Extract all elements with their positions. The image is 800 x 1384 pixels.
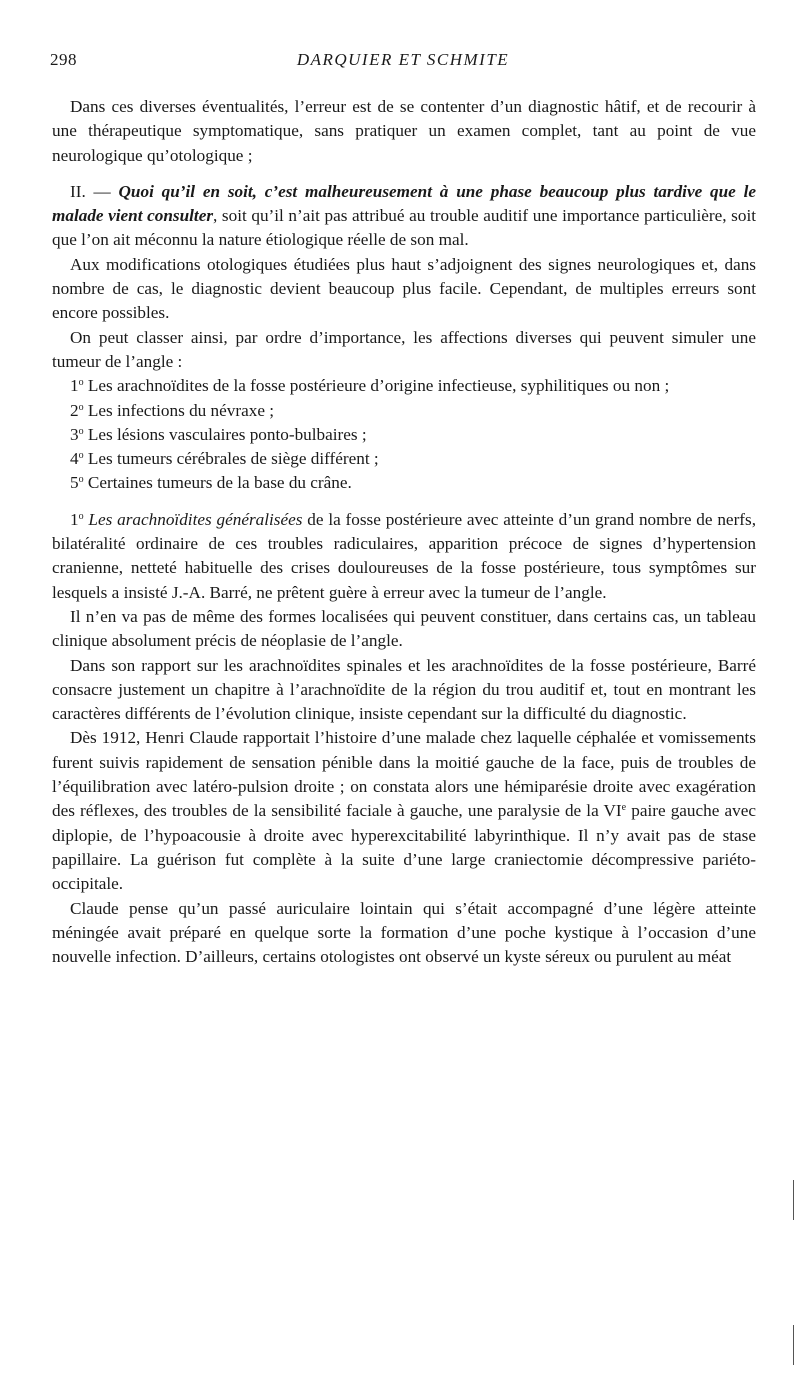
paragraph-localized-forms: Il n’en va pas de même des formes localisées qui peuvent constituer, dans certains cas, un tableau clinique absolument précis de néoplasie de l’angle. [52,606,756,651]
paragraph-claude-case: Dès 1912, Henri Claude rapportait l’histoire d’une malade chez laquelle céphalée et vomissements furent suivis rapidement de sensation pénible dans la moitié gauche de la face, puis de troubles de l’équilibration avec latéro-pulsion droite ; on constata alors une hémiparésie droite avec exagération des réflexes, des troubles de la sensibilité faciale à gauche, une paralysie de la VIe paire gauche avec diplopie, de l’hypoacousie à droite avec hyperexcitabilité labyrinthique. Il n’y avait pas de stase papillaire. La guérison fut complète à la suite d’une large craniectomie décompressive pariéto-occipitale. [52,728,756,894]
paragraph-otologic: Aux modifications otologiques étudiées plus haut s’adjoignent des signes neurologiques et, dans nombre de cas, le diagnostic devient beaucoup plus facile. Cependant, de multiples erreurs sont encore possibles. [52,254,756,323]
page-number: 298 [50,50,77,69]
list-item: 2$^o$ Les infections du névraxe ; [70,400,275,420]
spacer [52,168,756,180]
list-item: 4$^o$ Les tumeurs cérébrales de siège différent ; [70,449,379,469]
term-italic: Les arachnoïdites généralisées [83,509,303,529]
body-text [52,95,756,969]
scan-edge-mark [793,1180,794,1220]
paragraph-intro: Dans ces diverses éventualités, l’erreur est de se contenter d’un diagnostic hâtif, et de recourir à une thérapeutique symptomatique, sans pratiquer un examen complet, tant au point de vue neurologique qu’otologique ; [52,97,756,165]
section-ii-rest: , soit qu’il n’ait pas attribué au trouble auditif une importance particulière, soit que l’on ait méconnu la nature étiologique réelle de son mal. [52,206,756,250]
scan-edge-mark [793,1325,794,1365]
paragraph-claude-hypothesis: Claude pense qu’un passé auriculaire lointain qui s’était accompagné d’une légère atteinte méningée avait préparé en quelque sorte la formation d’une poche kystique à l’occasion d’une nouvelle infection. D’ailleurs, certains otologistes ont observé un kyste séreux ou purulent au méat [52,898,756,967]
spacer [52,496,756,508]
paragraph-barre-report: Dans son rapport sur les arachnoïdites spinales et les arachnoïdites de la fosse postérieure, Barré consacre justement un chapitre à l’arachnoïdite de la région du trou auditif et, tout en montrant les caractères différents de l’évolution clinique, insiste cependant sur la difficulté du diagnostic. [52,655,756,724]
running-head [50,50,756,74]
section-ii-emphasis: Quoi qu’il en soit, c’est malheureusement à une phase beaucoup plus tardive que le malade vient consulter [52,181,756,226]
paragraph-arachnoiditis-generalized: 1$^o$ Les arachnoïdites généralisées de la fosse postérieure avec atteinte d’un grand nombre de nerfs, bilatéralité ordinaire de ces troubles radiculaires, apparition précoce de signes d’hypertension cranienne, netteté habituelle des crises douloureuses de la fosse postérieure, tous symptômes sur lesquels a insisté J.-A. Barré, ne prêtent guère à erreur avec la tumeur de l’angle. [52,509,756,602]
running-title: DARQUIER ET SCHMITE [296,50,510,69]
list-item: 3$^o$ Les lésions vasculaires ponto-bulbaires ; [70,424,367,444]
list-item: 1$^o$ Les arachnoïdites de la fosse postérieure d’origine infectieuse, syphilitiques ou non ; [70,376,670,396]
section-ii-label: II. — [70,181,119,201]
list-item: 5$^o$ Certaines tumeurs de la base du crâne. [70,473,352,493]
paragraph-section-ii [52,180,756,253]
paragraph-classification: On peut classer ainsi, par ordre d’importance, les affections diverses qui peuvent simuler une tumeur de l’angle : [52,327,756,371]
